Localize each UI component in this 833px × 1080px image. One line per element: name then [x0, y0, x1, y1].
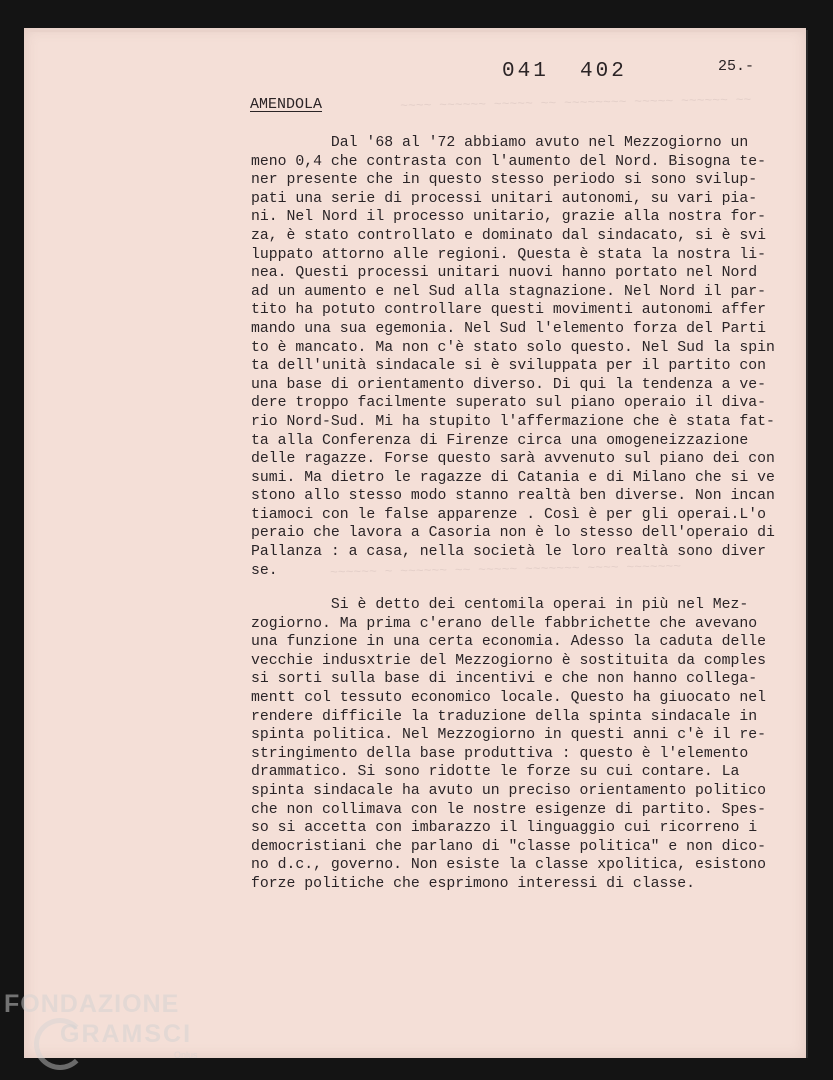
text-line: spinta politica. Nel Mezzogiorno in questi anni c'è il re-	[251, 727, 767, 744]
text-line: za, è stato controllato e dominato dal sindacato, si è svi	[251, 227, 767, 244]
text-line: sumi. Ma dietro le ragazze di Catania e di Milano che si ve	[251, 469, 775, 486]
text-line: meno 0,4 che contrasta con l'aumento del Nord. Bisogna te-	[251, 153, 767, 170]
text-line: se.	[251, 562, 278, 579]
watermark-line-1: FONDAZIONE	[4, 990, 180, 1018]
text-line: vecchie indusxtrie del Mezzogiorno è sostituita da comples	[251, 652, 767, 669]
paragraph-2	[251, 596, 811, 894]
text-line: no d.c., governo. Non esiste la classe xpolitica, esistono	[251, 857, 767, 874]
fondazione-gramsci-watermark	[4, 990, 224, 1070]
bleed-through-text: ~~~~ ~~~~~~ ~~~~~ ~~ ~~~~~~~~ ~~~~~ ~~~~~~ ~~	[329, 92, 752, 115]
author-heading: AMENDOLA	[250, 96, 323, 113]
text-line: spinta sindacale ha avuto un preciso orientamento politico	[251, 782, 767, 799]
text-line: stono allo stesso modo stanno realtà ben diverse. Non incan	[251, 488, 775, 505]
text-line: ta alla Conferenza di Firenze circa una omogeneizzazione	[251, 432, 749, 449]
watermark-line-3: Onlus	[174, 1050, 198, 1060]
text-line: tiamoci con le false apparenze . Così è per gli operai.L'o	[251, 506, 767, 523]
text-line: forze politiche che esprimono interessi di classe.	[251, 875, 695, 892]
text-line: ad un aumento e nel Sud alla stagnazione. Nel Nord il par-	[251, 283, 767, 300]
text-line: ni. Nel Nord il processo unitario, grazie alla nostra for-	[251, 209, 767, 226]
watermark-line-2: GRAMSCI	[60, 1020, 193, 1048]
text-line: che non collimava con le nostre esigenze di partito. Spes-	[251, 801, 767, 818]
text-line: to è mancato. Ma non c'è stato solo questo. Nel Sud la spin	[251, 339, 775, 356]
text-line: ner presente che in questo stesso periodo si sono svilup-	[251, 172, 758, 189]
bleed-through-text: ~~~~~~ ~ ~~~~~~ ~~ ~~~~~ ~~~~~~~ ~~~~ ~~~~~~~	[329, 558, 682, 581]
text-line: stringimento della base produttiva : questo è l'elemento	[251, 745, 749, 762]
text-line: pati una serie di processi unitari autonomi, su vari pia-	[251, 190, 758, 207]
archive-number: 041 402	[502, 60, 627, 83]
text-line: delle ragazze. Forse questo sarà avvenuto sul piano dei con	[251, 451, 775, 468]
text-line: mentt col tessuto economico locale. Questo ha giuocato nel	[251, 689, 767, 706]
text-line: si sorti sulla base di incentivi e che non hanno collega-	[251, 671, 758, 688]
text-line: Pallanza : a casa, nella società le loro realtà sono diver	[251, 544, 767, 561]
text-line: so si accetta con imbarazzo il linguaggio cui ricorreno i	[251, 820, 758, 837]
text-line: nea. Questi processi unitari nuovi hanno portato nel Nord	[251, 265, 758, 282]
text-line: Dal '68 al '72 abbiamo avuto nel Mezzogiorno un	[251, 135, 749, 151]
text-line: una base di orientamento diverso. Di qui la tendenza a ve-	[251, 376, 767, 393]
text-line: luppato attorno alle regioni. Questa è stata la nostra li-	[251, 246, 767, 263]
text-line: rio Nord-Sud. Mi ha stupito l'affermazione che è stata fat-	[251, 413, 775, 430]
text-line: Si è detto dei centomila operai in più nel Mez-	[251, 597, 749, 613]
paragraph-1	[251, 134, 811, 580]
text-line: una funzione in una certa economia. Adesso la caduta delle	[251, 634, 767, 651]
text-line: drammatico. Si sono ridotte le forze su cui contare. La	[251, 764, 740, 781]
text-line: peraio che lavora a Casoria non è lo stesso dell'operaio di	[251, 525, 775, 542]
text-line: rendere difficile la traduzione della spinta sindacale in	[251, 708, 758, 725]
page-number: 25.-	[718, 58, 755, 75]
text-line: mando una sua egemonia. Nel Sud l'elemento forza del Parti	[251, 320, 767, 337]
text-line: democristiani che parlano di "classe politica" e non dico-	[251, 838, 767, 855]
text-line: dere troppo facilmente superato sul piano operaio il diva-	[251, 395, 767, 412]
text-line: tito ha potuto controllare questi movimenti autonomi affer	[251, 302, 767, 319]
text-line: ta dell'unità sindacale si è sviluppata per il partito con	[251, 358, 767, 375]
text-line: zogiorno. Ma prima c'erano delle fabbrichette che avevano	[251, 615, 758, 632]
page-top-edge	[30, 30, 808, 32]
